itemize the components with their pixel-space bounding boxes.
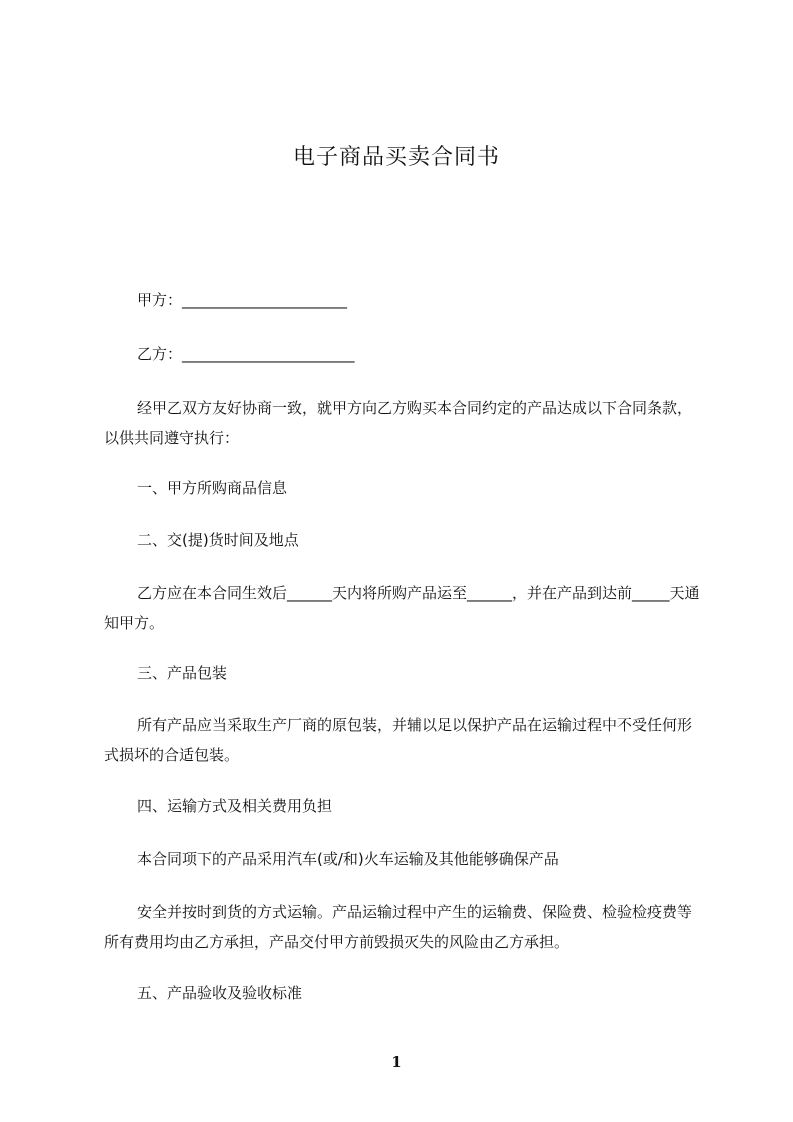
section-4-line-1: 本合同项下的产品采用汽车(或/和)火车运输及其他能够确保产品 [137, 850, 559, 868]
document-title: 电子商品买卖合同书 [292, 145, 500, 170]
section-3-body: 所有产品应当采取生产厂商的原包装，并辅以足以保护产品在运输过程中不受任何形式损坏的合适包装。 [104, 716, 693, 764]
page-number: 1 [391, 1053, 402, 1071]
party-b-line: 乙方：_______________________ [137, 345, 355, 363]
section-5-heading: 五、产品验收及验收标准 [137, 984, 303, 1002]
section-4-body: 安全并按时到货的方式运输。产品运输过程中产生的运输费、保险费、检验检疫费等所有费用均由乙方承担，产品交付甲方前毁损灭失的风险由乙方承担。 [104, 903, 693, 951]
section-1-heading: 一、甲方所购商品信息 [137, 479, 288, 497]
section-2-heading: 二、交(提)货时间及地点 [137, 531, 299, 549]
section-3-heading: 三、产品包装 [137, 664, 228, 682]
intro-paragraph: 经甲乙双方友好协商一致，就甲方向乙方购买本合同约定的产品达成以下合同条款，以供共同遵守执行： [104, 399, 693, 447]
section-2-body: 乙方应在本合同生效后______天内将所购产品运至______，并在产品到达前_____天通知甲方。 [104, 584, 700, 632]
section-4-heading: 四、运输方式及相关费用负担 [137, 797, 333, 815]
party-a-line: 甲方：______________________ [137, 291, 348, 309]
